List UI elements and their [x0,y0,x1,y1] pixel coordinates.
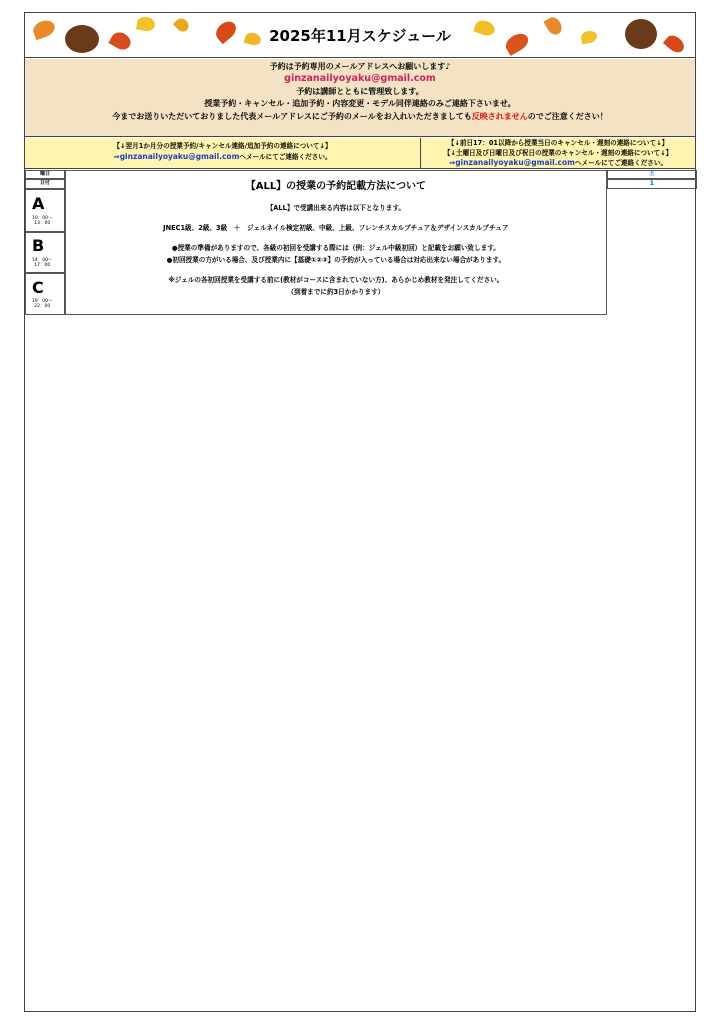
period-time: 14：00～ 17：00 [32,257,53,268]
weekday-header: 土 [607,170,697,179]
notes-right-line2: 【↓土曜日及び日曜日及び祝日の授業のキャンセル・遅刻の連絡について↓】 [443,148,673,157]
period-label-a [25,189,65,232]
notice-l1: 【ALL】で受講出来る内容は以下となります。 [266,204,405,212]
notice-l4: ●初回授業の方がいる場合、及び授業内に【基礎①②③】の予約が入っている場合は対応出来ない場合があります。 [166,256,506,264]
period-letter: A [32,194,45,214]
period-letter: B [32,236,45,256]
notice-l2: JNEC1級、2級、3級 ＋ ジェルネイル検定初級、中級、上級、フレンチスカルプチュア＆デザインスカルプチュア [163,224,509,232]
notes-left-line2: ⇒ginzanailyoyaku@gmail.comへメールにてご連絡ください。 [113,151,332,161]
notice-title: 【ALL】の授業の予約記載方法について [245,181,426,192]
chestnut-icon [625,19,657,49]
notes-right-line1: 【↓前日17：01以降から授業当日のキャンセル・遅刻の連絡について↓】 [447,139,669,147]
notes-right-line3: ⇒ginzanailyoyaku@gmail.comへメールにてご連絡ください。 [448,158,668,167]
notes-right [421,138,695,169]
info-line-4: 授業予約・キャンセル・追加予約・内容変更・モデル同伴連絡のみご連絡下さいませ。 [204,99,516,109]
period-label-b [25,232,65,273]
page-title: 2025年11月スケジュール [269,27,451,45]
notice-l6: （到着までに約3日かかります） [287,288,385,296]
reservation-email[interactable]: ginzanailyoyaku@gmail.com [284,73,436,85]
notice-l3: ●授業の準備がありますので、各級の初回を受講する際には（例：ジェル中級初回）と記載をお願い致します。 [171,244,500,252]
period-label-c [25,273,65,315]
period-time: 10：00～ 13：00 [32,215,53,226]
notes-left-line1: 【↓翌月1か月分の授業予約/キャンセル連絡/追加予約の連絡について↓】 [113,142,332,150]
date-row-label: 日付 [25,179,65,189]
header-banner [25,13,695,58]
all-booking-notice [65,170,607,315]
notes-left [25,138,421,169]
reservation-info [25,59,695,137]
info-line-5: 今までお送りいただいておりました代表メールアドレスにご予約のメールをお入れいただきましても反映されませんのでご注意ください！ [112,111,608,121]
info-line-3: 予約は講師とともに管理致します。 [296,86,424,96]
date-number: 1 [607,179,697,189]
period-time: 19：00～ 22：00 [32,299,53,310]
schedule-page [24,12,696,1012]
info-line-1: 予約は予約専用のメールアドレスへお願いします♪ [269,62,451,71]
period-letter: C [32,277,44,297]
notice-l5: ※ジェルの各初回授業を受講する前に(教材がコースに含まれていない方)、あらかじめ教材を発注してください。 [168,276,504,284]
weekday-row-label: 曜日 [25,170,65,179]
